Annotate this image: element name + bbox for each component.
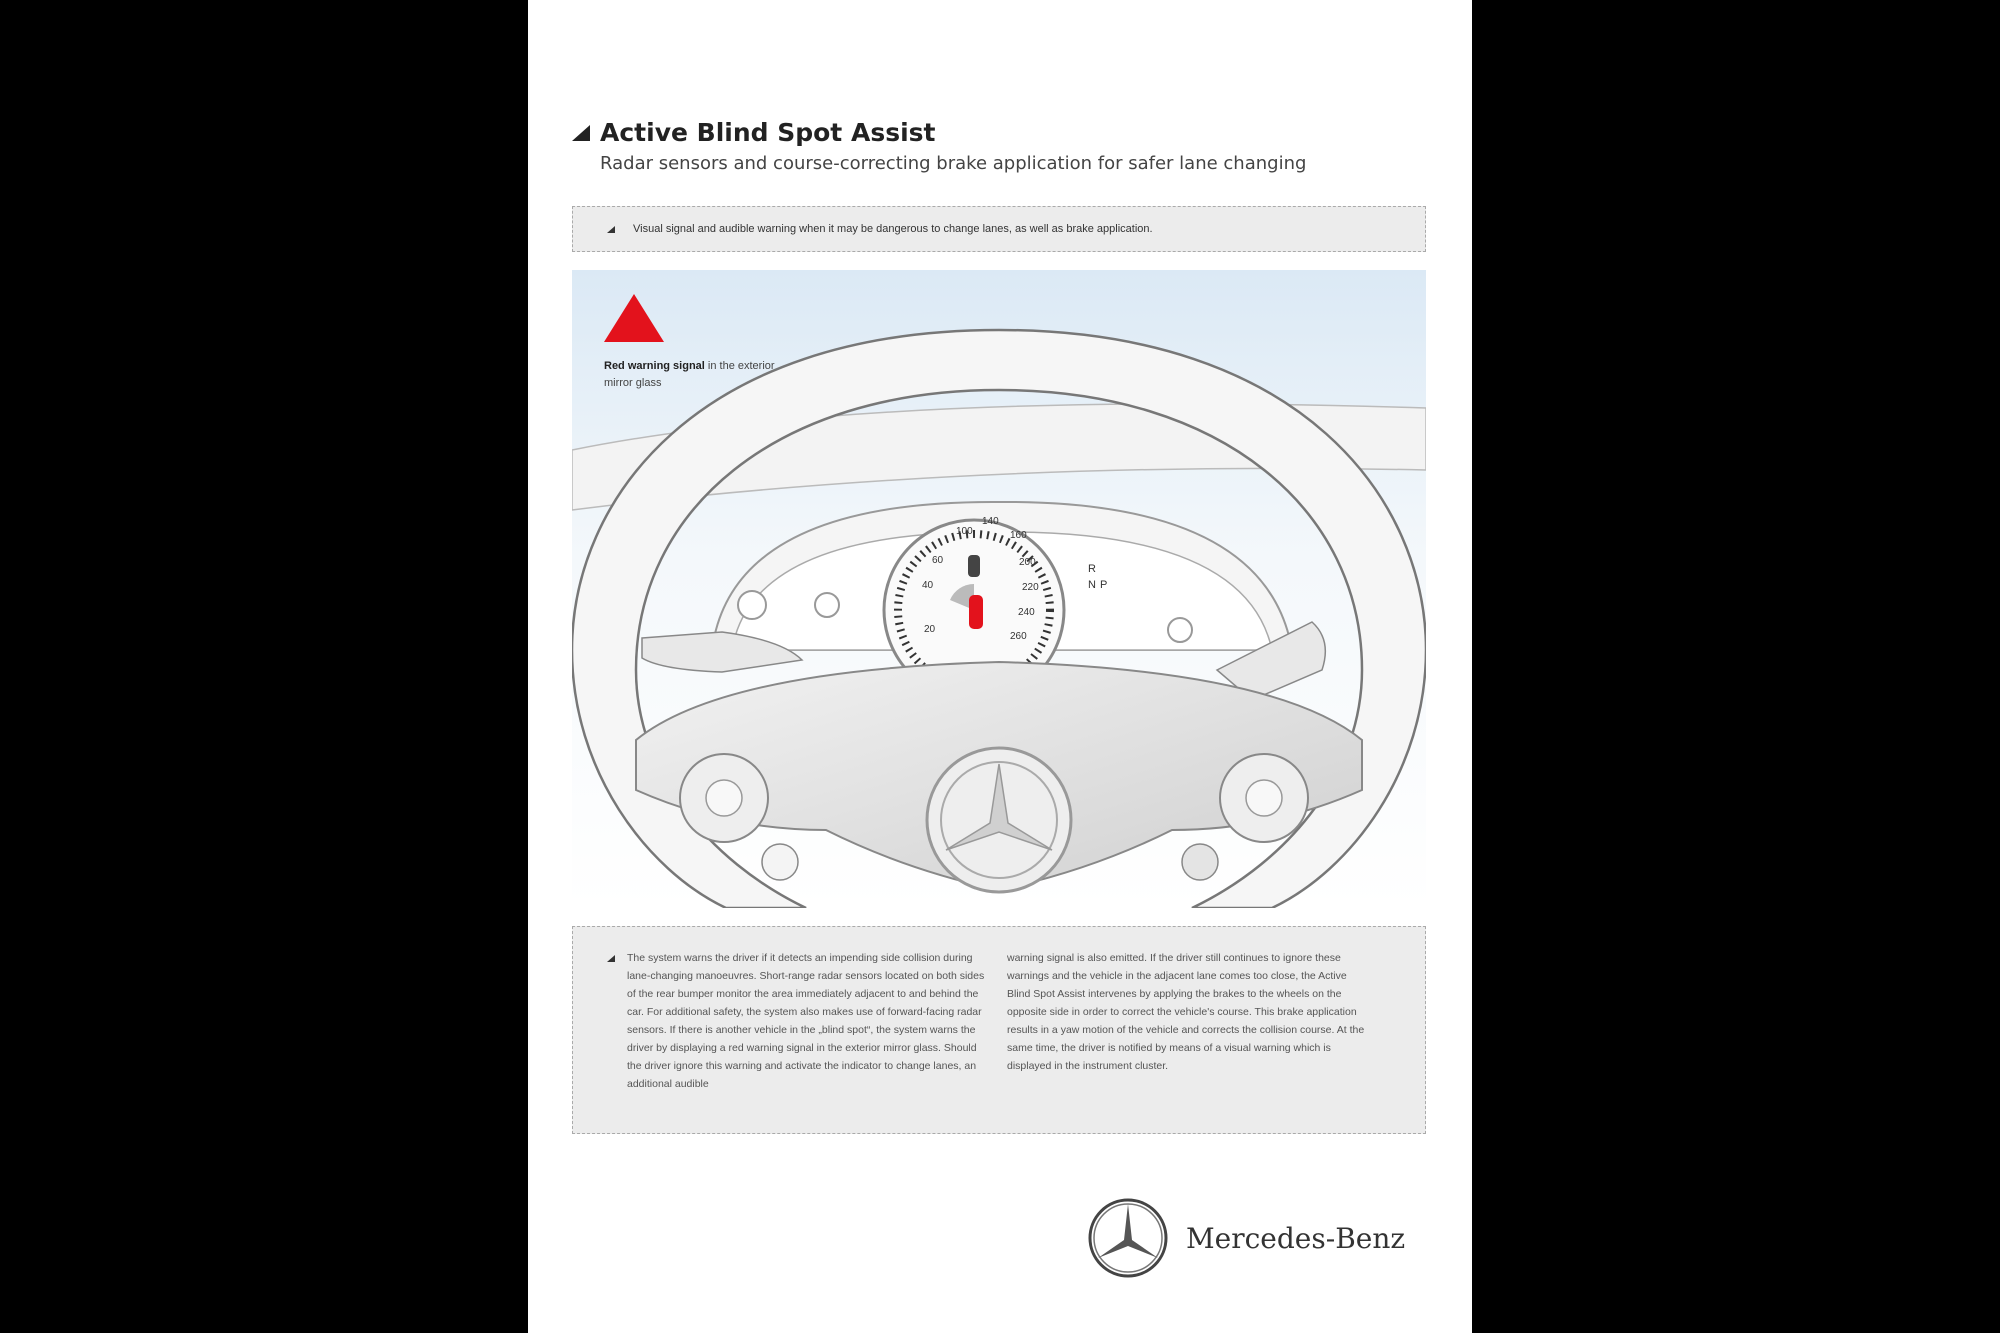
gauge-left-2 (815, 593, 839, 617)
other-car-icon (968, 555, 980, 577)
speed-label-220: 220 (1022, 582, 1039, 593)
speed-label-40: 40 (922, 580, 934, 591)
dashboard-illustration (572, 270, 1426, 908)
page-subtitle: Radar sensors and course-correcting brake application for safer lane changing (600, 153, 1307, 174)
warning-label-bold: Red warning signal (604, 360, 705, 372)
speed-label-100: 100 (956, 526, 973, 537)
bullet-triangle-icon (607, 226, 615, 233)
gauge-left-1 (738, 591, 766, 619)
speed-label-200: 200 (1019, 557, 1036, 568)
title-row (572, 118, 1392, 147)
info-bar (572, 206, 1426, 252)
red-warning-triangle-icon (604, 294, 664, 342)
description-bullet-icon (607, 955, 615, 962)
info-text: Visual signal and audible warning when it may be dangerous to change lanes, as well as brake application. (633, 223, 1153, 235)
warning-label-rest: in the exterior mirror glass (604, 360, 775, 389)
description-column-2: warning signal is also emitted. If the driver still continues to ignore these warnings and the vehicle in the adjacent lane comes too close, the Active Blind Spot Assist intervenes by applying the brakes to the wheels on the opposite side in order to correct the vehicle's course. This brake application results in a yaw motion of the vehicle and corrects the collision course. At the same time, the driver is notified by means of a visual warning which is displayed in the instrument cluster. (1007, 952, 1365, 1072)
speed-label-260: 260 (1010, 631, 1027, 642)
gear-p: P (1100, 579, 1108, 591)
document-page (528, 0, 1472, 1333)
speed-label-140: 140 (982, 516, 999, 527)
brand-logo (1086, 1196, 1405, 1280)
mercedes-star-logo-icon (1086, 1196, 1170, 1280)
left-control-center (706, 780, 742, 816)
right-control-center (1246, 780, 1282, 816)
gear-r: R (1088, 563, 1096, 575)
own-car-icon (969, 595, 983, 629)
header (572, 118, 1392, 174)
page-title: Active Blind Spot Assist (600, 118, 936, 147)
title-triangle-icon (572, 125, 590, 141)
speed-label-60: 60 (932, 555, 944, 566)
back-button (762, 844, 798, 880)
speed-label-20: 20 (924, 624, 936, 635)
description-column-1: The system warns the driver if it detects an impending side collision during lane-changing manoeuvres. Short-range radar sensors located on both sides of the rear bumper monitor the area immediately adjacent to and behind the car. For additional safety, the system also makes use of forward-facing radar sensors. If there is another vehicle in the „blind spot“, the system warns the driver by displaying a red warning signal in the exterior mirror glass. Should the driver ignore this warning and activate the indicator to change lanes, an additional audible (627, 952, 985, 1090)
speed-label-160: 160 (1010, 530, 1027, 541)
warning-label (604, 358, 784, 392)
description-box (572, 926, 1426, 1134)
gear-n: N (1088, 579, 1096, 591)
brand-name: Mercedes-Benz (1186, 1221, 1406, 1255)
phone-button (1182, 844, 1218, 880)
gauge-right-1 (1168, 618, 1192, 642)
speed-label-240: 240 (1018, 607, 1035, 618)
